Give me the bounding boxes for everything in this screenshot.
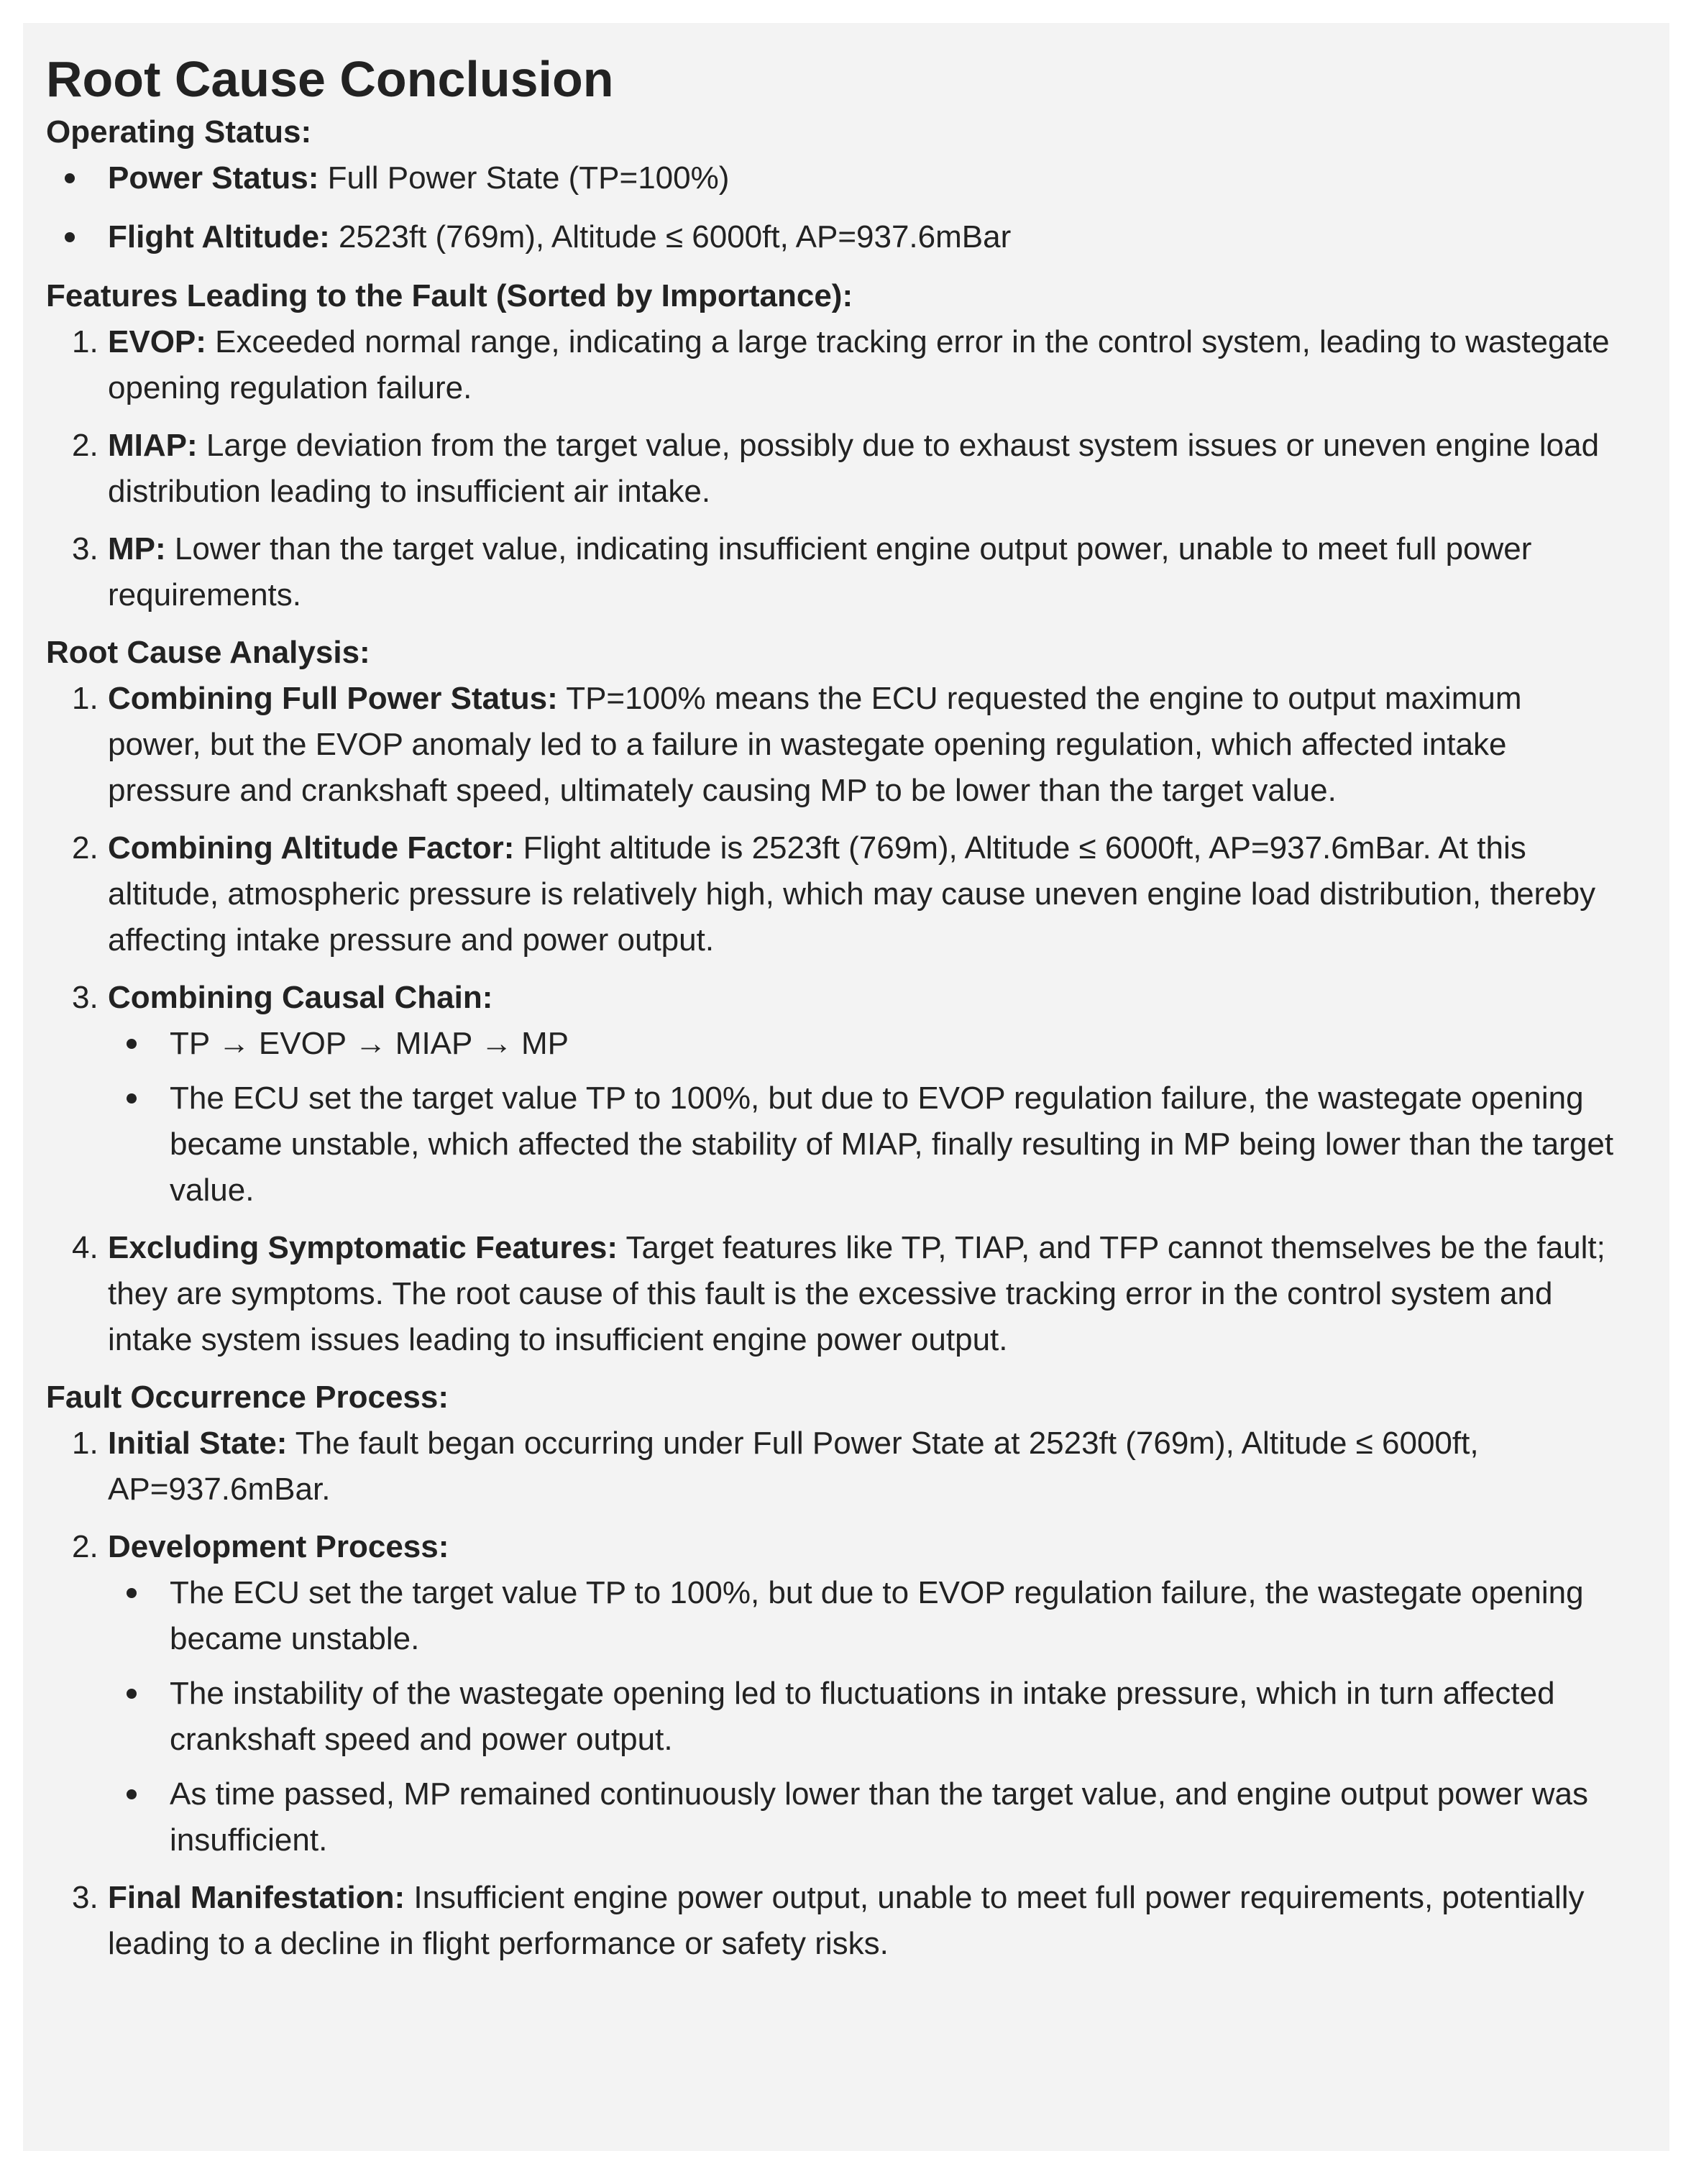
item-label: MP:	[108, 531, 166, 566]
sub-item-text: The ECU set the target value TP to 100%, but due to EVOP regulation failure, the wastegate opening became unstable, which affected the stability of MIAP, finally resulting in MP being lower than the target value.	[170, 1080, 1614, 1208]
causal-chain-sublist	[108, 1021, 1623, 1213]
analysis-list	[46, 676, 1623, 1363]
list-item	[46, 1421, 1623, 1513]
operating-status-list	[46, 155, 1623, 260]
item-text: TP=100% means the ECU requested the engine to output maximum power, but the EVOP anomaly led to a failure in wastegate opening regulation, which affected intake pressure and crankshaft speed, ultimately causing MP to be lower than the target value.	[108, 681, 1522, 808]
item-number: 1.	[72, 324, 98, 359]
item-number: 1.	[72, 681, 98, 716]
list-item	[46, 1875, 1623, 1967]
item-text: Large deviation from the target value, possibly due to exhaust system issues or uneven engine load distribution leading to insufficient air intake.	[108, 428, 1600, 509]
item-label: Initial State:	[108, 1426, 288, 1461]
sub-item-text: As time passed, MP remained continuously lower than the target value, and engine output power was insufficient.	[170, 1776, 1589, 1858]
item-number: 2.	[72, 428, 98, 463]
item-label: MIAP:	[108, 428, 198, 463]
list-item	[46, 214, 1623, 260]
list-item	[46, 155, 1623, 201]
item-label: Flight Altitude:	[108, 219, 330, 254]
features-heading: Features Leading to the Fault (Sorted by Importance):	[46, 278, 853, 313]
list-item	[46, 975, 1623, 1213]
item-number: 3.	[72, 980, 98, 1015]
item-text: Lower than the target value, indicating insufficient engine output power, unable to meet full power requirements.	[108, 531, 1532, 612]
item-text: Exceeded normal range, indicating a large tracking error in the control system, leading to wastegate opening regulation failure.	[108, 324, 1610, 405]
list-item	[46, 526, 1623, 618]
item-label: Combining Causal Chain:	[108, 980, 493, 1015]
features-list	[46, 319, 1623, 618]
sub-item-text: The ECU set the target value TP to 100%, but due to EVOP regulation failure, the wastegate opening became unstable.	[170, 1575, 1584, 1656]
bullet-icon	[65, 173, 75, 183]
item-label: EVOP:	[108, 324, 206, 359]
process-list	[46, 1421, 1623, 1967]
sub-item-text: TP → EVOP → MIAP → MP	[170, 1026, 569, 1061]
item-label: Final Manifestation:	[108, 1880, 405, 1915]
sub-list-item	[108, 1570, 1623, 1662]
item-text: 2523ft (769m), Altitude ≤ 6000ft, AP=937.6mBar	[329, 219, 1012, 254]
list-item	[46, 1225, 1623, 1363]
list-item	[46, 1524, 1623, 1863]
item-label: Excluding Symptomatic Features:	[108, 1230, 618, 1265]
item-number: 4.	[72, 1230, 98, 1265]
bullet-icon	[127, 1689, 137, 1699]
item-number: 2.	[72, 830, 98, 866]
bullet-icon	[127, 1093, 137, 1104]
item-text: Flight altitude is 2523ft (769m), Altitude ≤ 6000ft, AP=937.6mBar. At this altitude, atmospheric pressure is relatively high, which may cause uneven engine load distribution, thereby affecting intake pressure and power output.	[108, 830, 1596, 958]
list-item	[46, 319, 1623, 411]
item-number: 2.	[72, 1529, 98, 1564]
development-process-sublist	[108, 1570, 1623, 1863]
sub-list-item	[108, 1671, 1623, 1763]
bullet-icon	[65, 232, 75, 242]
sub-list-item	[108, 1021, 1623, 1067]
item-label: Development Process:	[108, 1529, 449, 1564]
item-text: The fault began occurring under Full Power State at 2523ft (769m), Altitude ≤ 6000ft, AP=937.6mBar.	[108, 1426, 1479, 1507]
item-text: Target features like TP, TIAP, and TFP cannot themselves be the fault; they are symptoms. The root cause of this fault is the excessive tracking error in the control system and intake system issues leading to insufficient engine power output.	[108, 1230, 1605, 1357]
item-number: 3.	[72, 531, 98, 566]
sub-list-item	[108, 1771, 1623, 1863]
list-item	[46, 676, 1623, 814]
root-cause-panel	[23, 23, 1669, 2151]
item-number: 1.	[72, 1426, 98, 1461]
bullet-icon	[127, 1039, 137, 1049]
bullet-icon	[127, 1789, 137, 1799]
item-label: Power Status:	[108, 160, 319, 196]
item-text: Insufficient engine power output, unable to meet full power requirements, potentially leading to a decline in flight performance or safety risks.	[108, 1880, 1585, 1961]
list-item	[46, 423, 1623, 515]
item-label: Combining Full Power Status:	[108, 681, 558, 716]
analysis-heading: Root Cause Analysis:	[46, 635, 370, 670]
item-label: Combining Altitude Factor:	[108, 830, 515, 866]
item-number: 3.	[72, 1880, 98, 1915]
operating-status-heading: Operating Status:	[46, 114, 312, 150]
list-item	[46, 825, 1623, 963]
page-title: Root Cause Conclusion	[46, 51, 614, 107]
sub-list-item	[108, 1075, 1623, 1213]
item-text: Full Power State (TP=100%)	[319, 160, 730, 196]
process-heading: Fault Occurrence Process:	[46, 1380, 449, 1415]
bullet-icon	[127, 1588, 137, 1598]
sub-item-text: The instability of the wastegate opening led to fluctuations in intake pressure, which in turn affected crankshaft speed and power output.	[170, 1676, 1555, 1757]
